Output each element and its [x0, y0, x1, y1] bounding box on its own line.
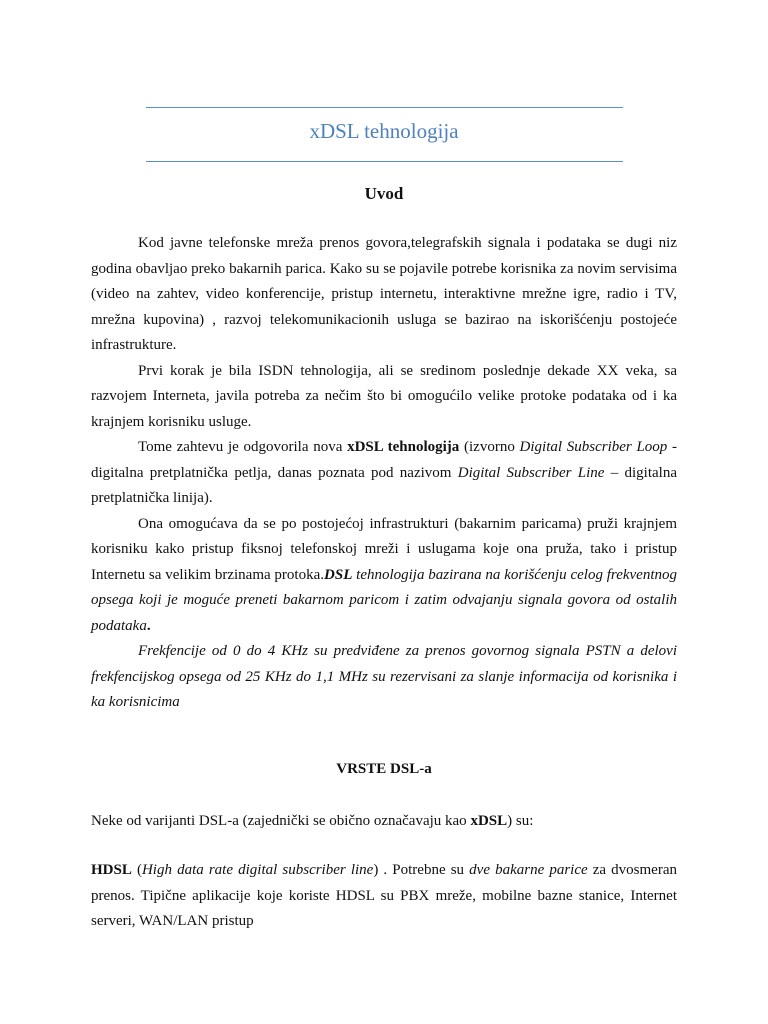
paragraph-6	[91, 809, 677, 835]
p7-term-parice: dve bakarne parice	[469, 862, 588, 878]
p7-text-f: za dvosmeran prenos. Tipične aplikacije koje koriste HDSL su PBX mreže, mobilne bazne stanice, Internet serveri, WAN/LAN pristup	[91, 862, 677, 929]
p6-text-a: Neke od varijanti DSL-a (zajednički se obično označavaju kao	[91, 813, 471, 829]
paragraph-4	[91, 512, 677, 640]
section-heading-intro: Uvod	[364, 184, 404, 203]
hdsl-section	[91, 858, 677, 935]
p3-term-line: Digital Subscriber Line –	[457, 464, 619, 481]
paragraph-5	[91, 639, 677, 716]
p3-text-a: Tome zahtevu je odgovorila nova	[138, 439, 348, 455]
paragraph-2: Prvi korak je bila ISDN tehnologija, ali se sredinom poslednje dekade XX veka, sa razvojem Interneta, javila potreba za nečim što bi omogućilo velike protoke podataka od i ka krajnjem korisniku usluge.	[91, 362, 677, 430]
p7-term-hdsl-full: High data rate digital subscriber line	[141, 862, 374, 878]
paragraph-1: Kod javne telefonske mreža prenos govora,telegrafskih signala i podataka se dugi niz godina obavljao preko bakarnih parica. Kako su se pojavile potrebe korisnika za novim servisima (video na zahtev, video konferencije, pristup internetu, interaktivne mrežne igre, radio i TV, mrežna kupovina) , razvoj telekomunikacionih usluga se bazirao na iskorišćenju postojeće infrastrukture.	[91, 235, 677, 353]
p4-text-a: Ona omogućava da se po postojećoj infrastrukturi (bakarnim paricama) pruži krajnjem korisniku kako pristup fiksnoj telefonskoj mreži i uslugama koje ona pruža, tako i pristup Internetu sa velikim brzinama protoka.	[91, 515, 677, 583]
types-intro	[91, 809, 677, 835]
p3-text-c: (izvorno	[459, 439, 520, 455]
paragraph-7	[91, 858, 677, 935]
intro-body	[91, 231, 677, 716]
section-heading-types: VRSTE DSL-a	[336, 761, 432, 777]
p3-term-xdsl: xDSL tehnologija	[347, 439, 460, 455]
document-title: xDSL tehnologija	[309, 119, 459, 143]
title-rule-bottom	[146, 161, 623, 162]
p4-term-dsl: DSL	[324, 566, 353, 583]
p6-term-xdsl: xDSL	[470, 813, 508, 829]
p5-text: Frekfencije od 0 do 4 KHz su predviđene za prenos govornog signala PSTN a delovi frekfencijskog opsega od 25 KHz do 1,1 MHz su rezervisani za slanje informacija od korisnika i ka korisnicima	[91, 643, 677, 710]
paragraph-3	[91, 435, 677, 512]
p3-term-loop: Digital Subscriber Loop	[519, 439, 668, 455]
p7-text-d: ) . Potrebne su	[373, 862, 470, 878]
p4-text-c: tehnologija bazirana na korišćenju celog frekventnog opsega koji je moguće preneti bakarnom paricom i zatim odvajanju signala govora od ostalih podataka	[91, 566, 677, 634]
p7-term-hdsl: HDSL	[91, 862, 132, 878]
p7-text-b: (	[131, 862, 142, 878]
p3-text-g: digitalna pretplatnička linija).	[91, 464, 677, 506]
p3-text-e: - digitalna pretplatnička petlja, danas poznata pod nazivom	[91, 439, 677, 481]
p6-text-c: ) su:	[507, 813, 534, 829]
p4-text-d: .	[146, 617, 151, 634]
title-rule-top	[146, 107, 623, 108]
